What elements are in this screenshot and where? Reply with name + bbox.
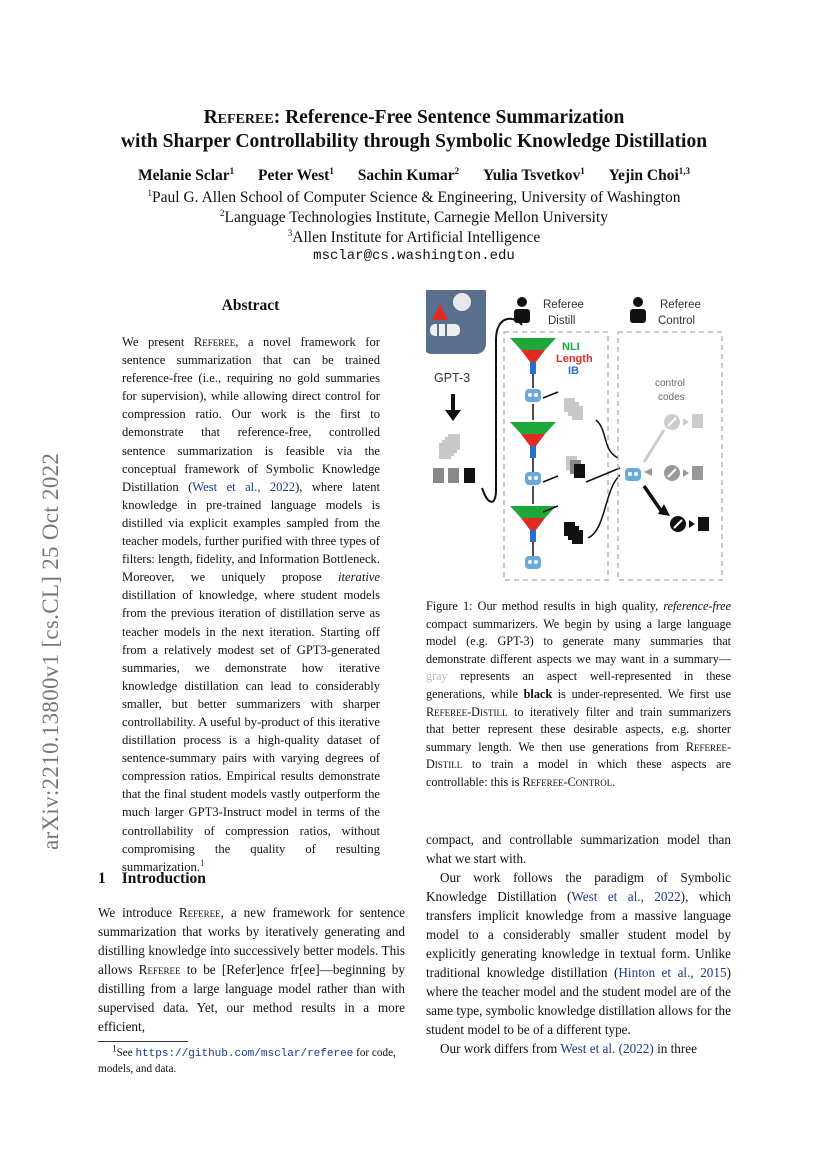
arxiv-sidebar bbox=[18, 370, 63, 850]
distill-box bbox=[504, 332, 608, 580]
citation-link[interactable]: Hinton et al., 2015 bbox=[618, 965, 727, 980]
affiliation-1: $^1$Paul G. Allen School of Computer Science & Engineering, University of Washington bbox=[147, 187, 681, 206]
citation-link[interactable]: West et al., 2022 bbox=[571, 889, 681, 904]
person-icon bbox=[514, 297, 530, 323]
author: Sachin Kumar$^2$ bbox=[357, 165, 460, 184]
svg-text:Control: Control bbox=[658, 315, 696, 327]
svg-text:Length: Length bbox=[556, 353, 593, 365]
figure-1 bbox=[426, 290, 732, 586]
black-docs-icon bbox=[564, 522, 583, 544]
control-box bbox=[618, 332, 722, 580]
control-output-mid bbox=[644, 465, 703, 481]
title-line-1: Referee: Reference-Free Sentence Summarization bbox=[203, 107, 625, 128]
footnote: $^1$See https://github.com/msclar/referee for code, models, and data. bbox=[98, 1043, 396, 1075]
paragraph: Our work follows the paradigm of Symbolic Knowledge Distillation (West et al., 2022), which transfers implicit knowledge from a massive language model to a considerably smaller student model by explicitly generating knowledge in textual form. Unlike traditional knowledge distillation (Hinton et al., 2015) where the teacher model and the student model are of the same type, symbolic knowledge distillation allows for the student model to be of a different type. bbox=[426, 870, 732, 1037]
paragraph: Our work differs from West et al. (2022) in three bbox=[440, 1041, 698, 1056]
filter-funnel-icon bbox=[510, 422, 556, 458]
github-link[interactable]: https://github.com/msclar/referee bbox=[135, 1048, 354, 1060]
gpt3-label: GPT-3 bbox=[434, 371, 471, 385]
referee-distill-header bbox=[514, 297, 584, 327]
footnote-divider bbox=[98, 1041, 188, 1042]
intro-paragraph: We introduce Referee, a new framework for sentence summarization that works by iteratively generating and distilling knowledge into successively better models. This allows Referee to be [Refer]ence fr[ee]—beginning by distilling from a large language model rather than with supervised data. Yet, our method results in a more efficient, bbox=[98, 905, 405, 1034]
right-column-body bbox=[426, 830, 731, 1058]
filter-funnel-icon bbox=[510, 506, 556, 542]
affiliation-3: $^3$Allen Institute for Artificial Intelligence bbox=[287, 227, 541, 246]
arxiv-id: arXiv:2210.13800v1 [cs.CL] 25 Oct 2022 bbox=[38, 452, 63, 850]
student-robot-icon bbox=[525, 472, 541, 485]
author: Peter West$^1$ bbox=[258, 165, 334, 184]
svg-text:Referee: Referee bbox=[543, 299, 584, 311]
document-stack-icon bbox=[439, 434, 460, 459]
filter-funnel-icon bbox=[510, 338, 556, 374]
mixed-docs-icon bbox=[566, 456, 585, 478]
documents-icon bbox=[433, 468, 475, 483]
author-list bbox=[0, 167, 828, 185]
svg-text:control: control bbox=[655, 378, 686, 389]
method-diagram bbox=[426, 290, 732, 586]
abstract-heading: Abstract bbox=[221, 297, 280, 314]
gpt3-robot-icon bbox=[426, 290, 486, 354]
author-email: msclar@cs.washington.edu bbox=[313, 248, 515, 264]
referee-control-header bbox=[630, 297, 701, 327]
down-arrow-icon bbox=[445, 394, 461, 421]
footnote-marker[interactable]: 1 bbox=[200, 857, 205, 868]
control-output-light bbox=[644, 414, 703, 462]
svg-text:Distill: Distill bbox=[548, 315, 576, 327]
abstract-body: We present Referee, a novel framework for sentence summarization that can be trained reference-free (i.e., requiring no gold summaries for supervision), while allowing direct control for compression ratio. Our work is the first to demonstrate that reference-free, controlled sentence summarization is feasible via the conceptual framework of Symbolic Knowledge Distillation (West et al., 2022), where latent knowledge in pre-trained language models is distilled via explicit examples sampled from the teacher models, further purified with three types of filters: length, fidelity, and Information Bottleneck. Moreover, we uniquely propose iterative distillation of knowledge, where student models from the previous iteration of distillation serve as teacher models in the next iteration. Starting off from a relatively modest set of GPT3-generated summaries, we demonstrate how iterative knowledge distillation can lead to considerably smaller, but better summarizers with sharper controllability. A useful by-product of this iterative distillation process is a high-quality dataset of sentence-summary pairs with varying degrees of compression ratios. Empirical results demonstrate that the final student models vastly outperform the much larger GPT3-Instruct model in terms of the controllability of compression ratios, without compromising the quality of resulting summarization.$^1$ bbox=[122, 335, 380, 874]
paragraph: compact, and controllable summarization model than what we start with. bbox=[426, 832, 731, 866]
author: Yulia Tsvetkov$^1$ bbox=[482, 165, 585, 184]
figure-caption: Figure 1: Our method results in high quality, reference-free compact summarizers. We begin by using a large language model (e.g. GPT-3) to generate many summaries that demonstrate different aspects we may want in a summary—gray represents an aspect well-represented in these generations, while black is under-represented. We first use Referee-Distill to iteratively filter and train summarizers that better represent these desirable aspects, e.g. shorter summary length. We then use generations from Referee-Distill to train a model in which these aspects are controllable: this is Referee-Control. bbox=[426, 599, 731, 789]
citation-link[interactable]: West et al., 2022 bbox=[192, 479, 296, 494]
author: Melanie Sclar$^1$ bbox=[137, 165, 235, 184]
section-heading-introduction: 1 Introduction bbox=[98, 870, 206, 887]
svg-text:codes: codes bbox=[658, 392, 685, 403]
person-icon bbox=[630, 297, 646, 323]
title-line-2: with Sharper Controllability through Symbolic Knowledge Distillation bbox=[120, 131, 708, 152]
gray-docs-icon bbox=[564, 398, 583, 420]
student-robot-icon bbox=[525, 556, 541, 569]
control-output-dark bbox=[644, 486, 709, 532]
student-robot-icon bbox=[525, 389, 541, 402]
citation-link[interactable]: West et al. (2022) bbox=[560, 1041, 654, 1056]
svg-text:Referee: Referee bbox=[660, 299, 701, 311]
author: Yejin Choi$^{1,3}$ bbox=[608, 165, 691, 184]
svg-text:IB: IB bbox=[568, 365, 579, 377]
affiliation-2: $^2$Language Technologies Institute, Carnegie Mellon University bbox=[220, 207, 608, 226]
svg-text:NLI: NLI bbox=[562, 341, 580, 353]
control-robot-icon bbox=[625, 468, 641, 481]
paper-title bbox=[0, 106, 828, 154]
